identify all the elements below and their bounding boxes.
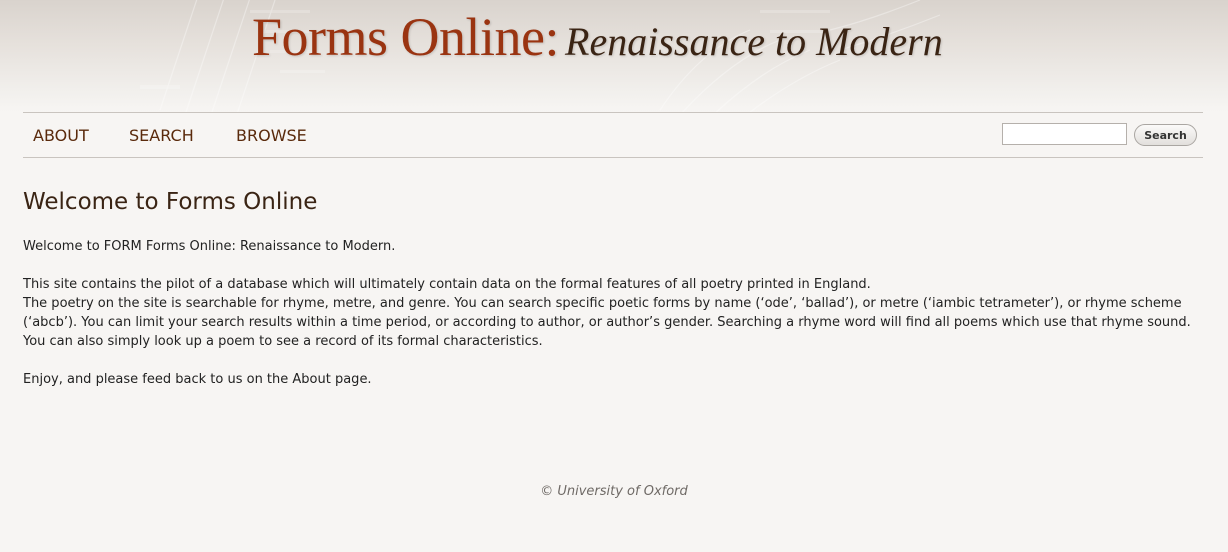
- main-content: [23, 186, 1203, 389]
- search-button[interactable]: Search: [1134, 124, 1197, 146]
- main-nav: [23, 112, 1203, 158]
- search-input[interactable]: [1002, 123, 1127, 145]
- header-banner: [0, 0, 1228, 112]
- site-title: [252, 6, 943, 68]
- page-title: Welcome to Forms Online: [23, 189, 318, 215]
- footer-copyright: © University of Oxford: [540, 484, 688, 499]
- nav-item-search[interactable]: SEARCH: [129, 126, 194, 145]
- description-line-1: This site contains the pilot of a database which will ultimately contain data on the formal features of all poetry printed in England.: [23, 277, 871, 292]
- nav-item-about[interactable]: ABOUT: [33, 126, 89, 145]
- site-title-main: Forms Online:: [252, 7, 560, 67]
- intro-paragraph: Welcome to FORM Forms Online: Renaissance to Modern.: [23, 239, 396, 254]
- site-title-subtitle: Renaissance to Modern: [565, 19, 943, 64]
- nav-item-browse[interactable]: BROWSE: [236, 126, 307, 145]
- description-paragraph: [23, 275, 1203, 351]
- closing-paragraph: Enjoy, and please feed back to us on the About page.: [23, 372, 372, 387]
- description-line-2: The poetry on the site is searchable for rhyme, metre, and genre. You can search specific poetic forms by name (‘ode’, ‘ballad’), or metre (‘iambic tetrameter’), or rhyme scheme (‘abcb’). You can limit your search results within a time period, or according to author, or author’s gender. Searching a rhyme word will find all poems which use that rhyme sound. You can also simply look up a poem to see a record of its formal characteristics.: [23, 296, 1191, 349]
